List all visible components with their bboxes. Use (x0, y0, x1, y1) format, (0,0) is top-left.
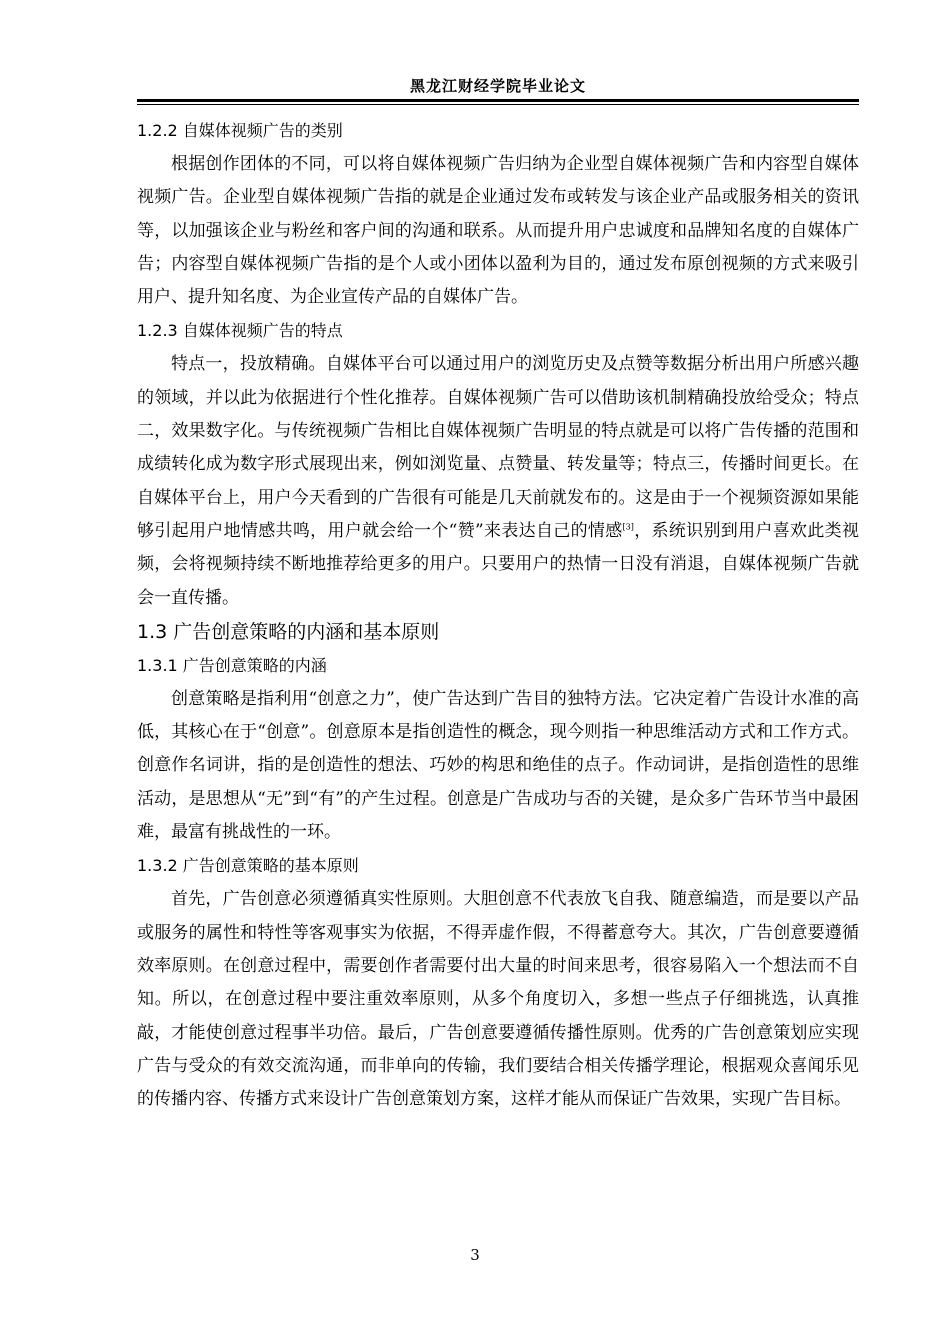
heading-1-3: 1.3 广告创意策略的内涵和基本原则 (137, 620, 440, 643)
paragraph-1-2-3 (137, 348, 859, 614)
heading-1-2-2: 1.2.2 自媒体视频广告的类别 (137, 121, 343, 140)
header-rule-thin (137, 104, 859, 105)
page-header-title: 黑龙江财经学院毕业论文 (409, 77, 586, 95)
paragraph-1-3-2: 首先，广告创意必须遵循真实性原则。大胆创意不代表放飞自我、随意编造，而是要以产品或服务的属性和特性等客观事实为依据，不得弄虚作假，不得蓄意夸大。其次，广告创意要遵循效率原则。在创意过程中，需要创作者需要付出大量的时间来思考，很容易陷入一个想法而不自知。所以，在创意过程中要注重效率原则，从多个角度切入，多想一些点子仔细挑选，认真推敲，才能使创意过程事半功倍。最后，广告创意要遵循传播性原则。优秀的广告创意策划应实现广告与受众的有效交流沟通，而非单向的传输，我们要结合相关传播学理论，根据观众喜闻乐见的传播内容、传播方式来设计广告创意策划方案，这样才能从而保证广告效果，实现广告目标。 (137, 889, 859, 1110)
document-body (137, 114, 859, 1116)
paragraph-1-2-3-part2: ，系统识别到用户喜欢此类视频，会将视频持续不断地推荐给更多的用户。只要用户的热情一日没有消退，自媒体视频广告就会一直传播。 (137, 520, 859, 608)
heading-1-3-1: 1.3.1 广告创意策略的内涵 (137, 655, 327, 675)
header-rule-thick (137, 99, 859, 102)
paragraph-1-3-1: 创意策略是指利用“创意之力”，使广告达到广告目的独特方法。它决定着广告设计水准的高低，其核心在于“创意”。创意原本是指创造性的概念，现今则指一种思维活动方式和工作方式。创意作名词讲，指的是创造性的想法、巧妙的构思和绝佳的点子。作动词讲，是指创造性的思维活动，是思想从“无”到“有”的产生过程。创意是广告成功与否的关键，是众多广告环节当中最困难，最富有挑战性的一环。 (137, 688, 859, 843)
citation-reference: [3] (622, 522, 634, 532)
paragraph-1-2-3-part1: 特点一，投放精确。自媒体平台可以通过用户的浏览历史及点赞等数据分析出用户所感兴趣的领域，并以此为依据进行个性化推荐。自媒体视频广告可以借助该机制精确投放给受众；特点二，效果数字化。与传统视频广告相比自媒体视频广告明显的特点就是可以将广告传播的范围和成绩转化成为数字形式展现出来，例如浏览量、点赞量、转发量等；特点三，传播时间更长。在自媒体平台上，用户今天看到的广告很有可能是几天前就发布的。这是由于一个视频资源如果能够引起用户地情感共鸣，用户就会给一个“赞”来表达自己的情感 (137, 354, 859, 541)
page-number: 3 (470, 1246, 480, 1264)
heading-1-2-3: 1.2.3 自媒体视频广告的特点 (137, 321, 343, 341)
heading-1-3-2: 1.3.2 广告创意策略的基本原则 (137, 856, 359, 876)
paragraph-1-2-2: 根据创作团体的不同，可以将自媒体视频广告归纳为企业型自媒体视频广告和内容型自媒体视频广告。企业型自媒体视频广告指的就是企业通过发布或转发与该企业产品或服务相关的资讯等，以加强该企业与粉丝和客户间的沟通和联系。从而提升用户忠诚度和品牌知名度的自媒体广告；内容型自媒体视频广告指的是个人或小团体以盈利为目的，通过发布原创视频的方式来吸引用户、提升知名度、为企业宣传产品的自媒体广告。 (137, 154, 859, 308)
